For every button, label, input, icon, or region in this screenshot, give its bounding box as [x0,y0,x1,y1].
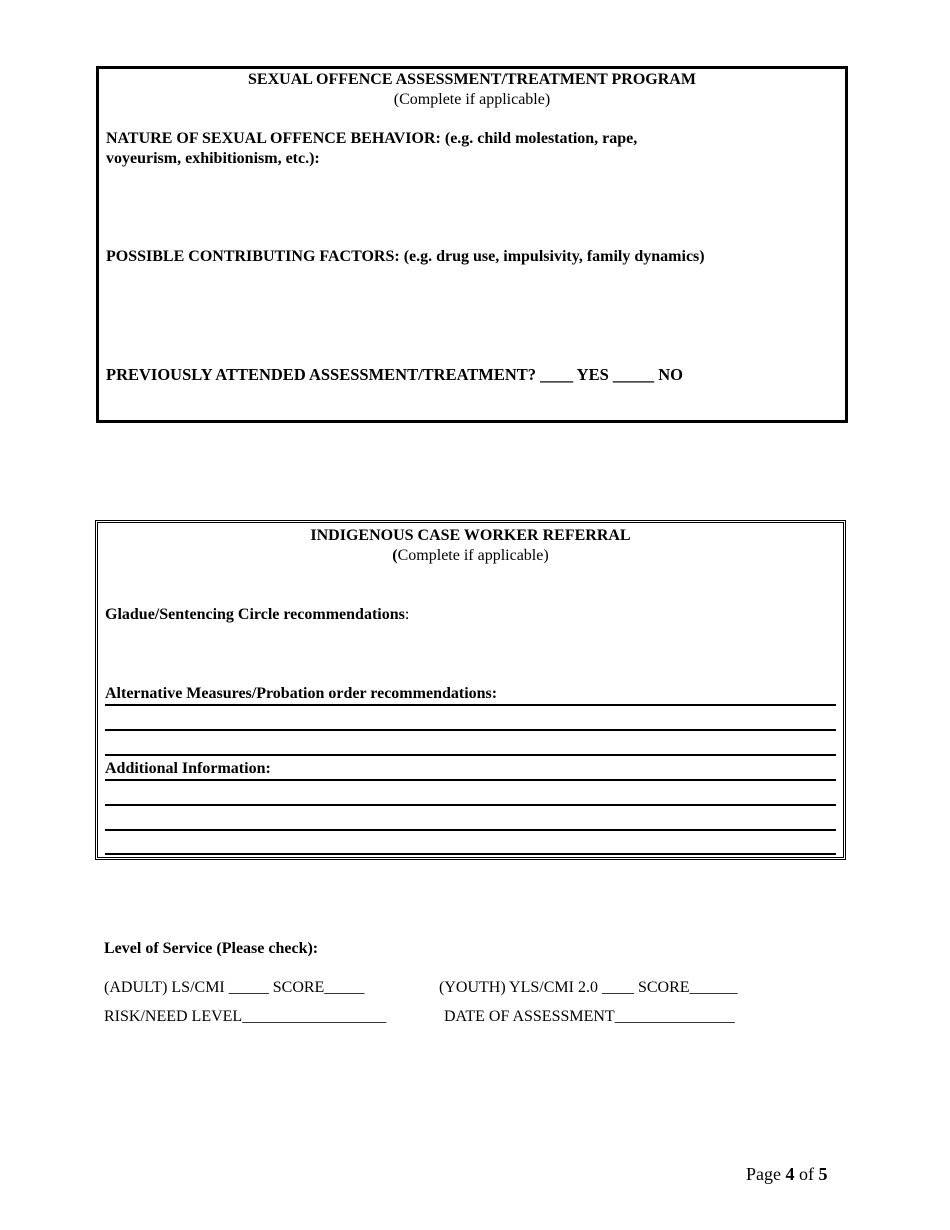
answer-line[interactable] [105,729,836,731]
additional-info-label: Additional Information: [105,760,271,777]
section-title: SEXUAL OFFENCE ASSESSMENT/TREATMENT PROGRAM [248,71,696,88]
adult-lscmi-field[interactable]: (ADULT) LS/CMI _____ SCORE_____ [104,979,365,996]
answer-line[interactable] [105,853,836,855]
nature-of-offence-label-cont: voyeurism, exhibitionism, etc.): [106,150,320,167]
gladue-label: Gladue/Sentencing Circle recommendations: [105,606,410,623]
alternative-measures-label: Alternative Measures/Probation order recommendations: [105,685,498,702]
youth-ylscmi-field[interactable]: (YOUTH) YLS/CMI 2.0 ____ SCORE______ [439,979,738,996]
risk-need-level-field[interactable]: RISK/NEED LEVEL__________________ [104,1008,387,1025]
level-of-service-heading: Level of Service (Please check): [104,940,319,957]
answer-line[interactable] [105,829,836,831]
answer-line[interactable] [105,804,836,806]
answer-line[interactable] [105,704,836,706]
answer-line[interactable] [105,779,836,781]
nature-of-offence-label: NATURE OF SEXUAL OFFENCE BEHAVIOR: (e.g. child molestation, rape, [106,130,638,147]
page-number: Page 4 of 5 [746,1164,828,1184]
indigenous-referral-section [95,520,846,860]
answer-line[interactable] [105,754,836,756]
previous-treatment-question[interactable]: PREVIOUSLY ATTENDED ASSESSMENT/TREATMENT? ____ YES _____ NO [106,365,684,384]
section-subtitle: (Complete if applicable) [393,91,551,108]
sexual-offence-section [96,66,848,423]
contributing-factors-label: POSSIBLE CONTRIBUTING FACTORS: (e.g. drug use, impulsivity, family dynamics) [106,248,705,265]
section-subtitle: (Complete if applicable) [392,547,549,564]
section-title: INDIGENOUS CASE WORKER REFERRAL [310,527,631,544]
date-of-assessment-field[interactable]: DATE OF ASSESSMENT_______________ [444,1008,735,1025]
